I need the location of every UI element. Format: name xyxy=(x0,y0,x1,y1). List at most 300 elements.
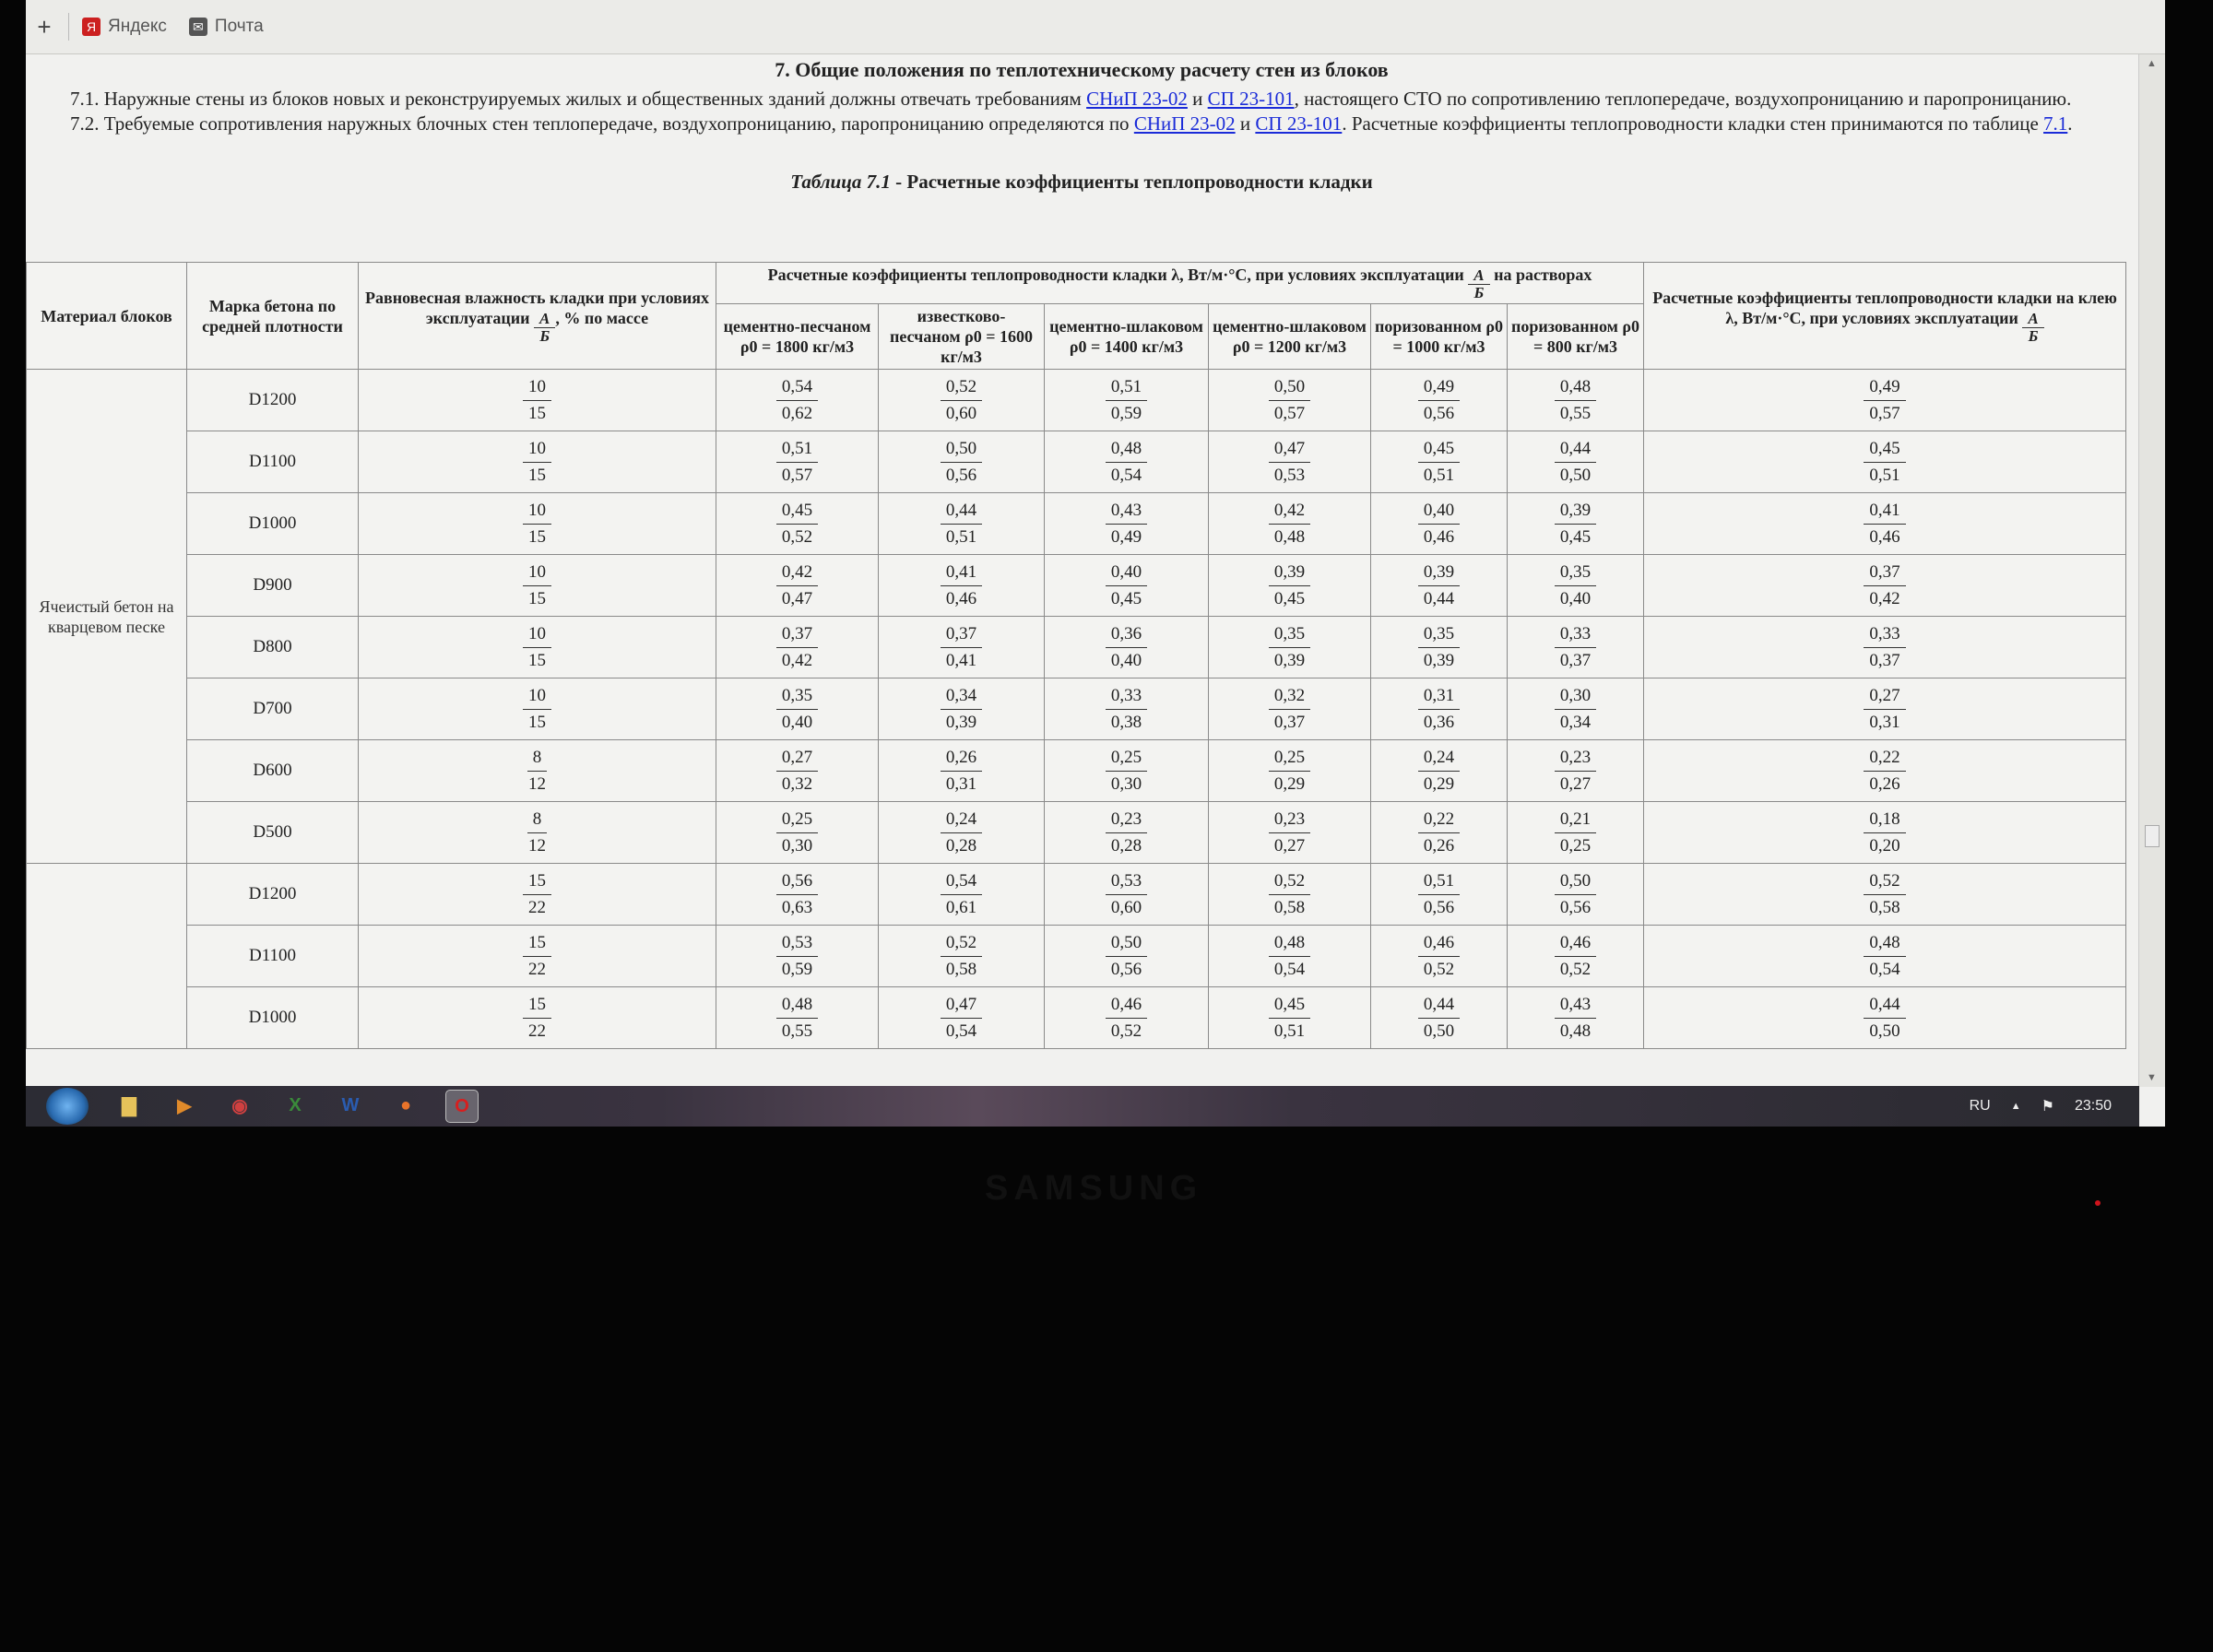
value-a: 0,49 xyxy=(1864,374,1905,401)
value-b: 0,50 xyxy=(1559,465,1592,485)
value-b: 0,32 xyxy=(781,773,813,794)
value-fraction xyxy=(776,807,818,859)
table-row xyxy=(27,740,2126,802)
value-a: 0,49 xyxy=(1418,374,1460,401)
conductivity-cell xyxy=(879,802,1045,864)
header-col-cement-sand-1800: цементно-песчаном ρ0 = 1800 кг/м3 xyxy=(716,304,879,370)
value-fraction xyxy=(941,498,982,550)
value-fraction xyxy=(1418,621,1460,674)
conductivity-cell xyxy=(1209,740,1371,802)
conductivity-cell xyxy=(1045,370,1209,431)
value-b: 0,40 xyxy=(1559,588,1592,608)
value-b: 0,42 xyxy=(781,650,813,670)
value-a: 0,50 xyxy=(941,436,982,463)
value-fraction xyxy=(1269,807,1310,859)
text: . xyxy=(2067,112,2073,135)
conductivity-cell xyxy=(1644,740,2126,802)
value-fraction xyxy=(1106,992,1147,1044)
value-b: 22 xyxy=(528,897,546,917)
word-icon[interactable]: W xyxy=(341,1094,360,1115)
value-a: 0,47 xyxy=(1269,436,1310,463)
conductivity-cell xyxy=(1644,678,2126,740)
frac-bottom: Б xyxy=(2028,326,2039,345)
header-moisture xyxy=(359,263,716,370)
value-b: 0,28 xyxy=(945,835,977,856)
bookmark-yandex[interactable] xyxy=(82,17,167,37)
header-text: Расчетные коэффициенты теплопроводности кладки на клею λ, Вт/м·°С, при условиях эксплуатации xyxy=(1652,288,2117,327)
value-fraction xyxy=(941,560,982,612)
system-tray xyxy=(1970,1097,2112,1115)
value-a: 0,24 xyxy=(941,807,982,833)
value-a: 0,45 xyxy=(776,498,818,525)
conductivity-cell xyxy=(879,555,1045,617)
value-b: 0,40 xyxy=(1110,650,1142,670)
value-a: 0,50 xyxy=(1555,868,1596,895)
value-b: 0,28 xyxy=(1110,835,1142,856)
value-fraction xyxy=(1106,807,1147,859)
value-b: 0,61 xyxy=(945,897,977,917)
value-fraction xyxy=(523,683,551,736)
value-a: 0,44 xyxy=(1864,992,1905,1019)
value-a: 0,25 xyxy=(1106,745,1147,772)
value-b: 0,54 xyxy=(945,1021,977,1041)
value-b: 0,54 xyxy=(1869,959,1900,979)
value-b: 0,60 xyxy=(945,403,977,423)
value-fraction xyxy=(1864,745,1905,797)
value-a: 0,44 xyxy=(1418,992,1460,1019)
value-a: 0,37 xyxy=(941,621,982,648)
value-b: 0,56 xyxy=(1423,897,1455,917)
link-snip-23-02[interactable]: СНиП 23-02 xyxy=(1133,112,1236,135)
value-b: 0,56 xyxy=(945,465,977,485)
conductivity-cell xyxy=(879,987,1045,1049)
value-fraction xyxy=(1864,807,1905,859)
value-a: 0,52 xyxy=(941,930,982,957)
conductivity-cell xyxy=(1644,555,2126,617)
value-b: 0,57 xyxy=(1273,403,1306,423)
action-center-flag-icon[interactable]: ⚑ xyxy=(2041,1099,2054,1115)
value-fraction xyxy=(1269,498,1310,550)
conductivity-cell xyxy=(1371,555,1508,617)
conductivity-cell xyxy=(879,370,1045,431)
value-fraction xyxy=(1864,868,1905,921)
value-fraction xyxy=(523,436,551,489)
material-cell: Ячеистый бетон на кварцевом песке xyxy=(27,370,187,864)
header-text: Расчетные коэффициенты теплопроводности кладки λ, Вт/м·°С, при условиях эксплуатации xyxy=(767,266,1464,284)
conductivity-cell xyxy=(1371,864,1508,926)
conductivity-cell xyxy=(879,678,1045,740)
value-b: 0,37 xyxy=(1869,650,1900,670)
value-b: 0,48 xyxy=(1273,526,1306,547)
link-table-7-1[interactable]: 7.1 xyxy=(2043,112,2068,135)
value-fraction xyxy=(523,992,551,1044)
grade-cell: D700 xyxy=(187,678,359,740)
moisture-cell xyxy=(359,864,716,926)
value-b: 12 xyxy=(528,835,546,856)
conductivity-cell xyxy=(1371,926,1508,987)
value-b: 12 xyxy=(528,773,546,794)
table-row xyxy=(27,926,2126,987)
header-text: Равновесная влажность кладки при условиях эксплуатации xyxy=(364,288,709,327)
value-a: 10 xyxy=(523,621,551,648)
value-fraction xyxy=(776,745,818,797)
value-fraction xyxy=(776,868,818,921)
grade-cell: D900 xyxy=(187,555,359,617)
firefox-icon[interactable]: ● xyxy=(399,1094,412,1115)
link-snip-23-02[interactable]: СНиП 23-02 xyxy=(1086,88,1188,110)
vertical-scrollbar[interactable] xyxy=(2138,54,2165,1087)
value-b: 15 xyxy=(528,712,546,732)
link-sp-23-101[interactable]: СП 23-101 xyxy=(1255,112,1343,135)
value-b: 0,27 xyxy=(1559,773,1592,794)
value-fraction xyxy=(1555,868,1596,921)
moisture-cell xyxy=(359,431,716,493)
value-a: 0,47 xyxy=(941,992,982,1019)
conductivity-cell xyxy=(1644,864,2126,926)
conductivity-cell xyxy=(1644,431,2126,493)
conductivity-cell xyxy=(1508,555,1644,617)
value-b: 0,60 xyxy=(1110,897,1142,917)
value-fraction xyxy=(1555,992,1596,1044)
caption-number: Таблица 7.1 xyxy=(790,171,891,193)
value-fraction xyxy=(523,621,551,674)
mail-icon: ✉ xyxy=(189,18,207,36)
value-fraction xyxy=(776,374,818,427)
value-fraction xyxy=(1555,436,1596,489)
value-b: 0,44 xyxy=(1423,588,1455,608)
value-a: 0,44 xyxy=(1555,436,1596,463)
frac-top: А xyxy=(2022,311,2043,328)
value-fraction xyxy=(523,560,551,612)
conductivity-cell xyxy=(1508,802,1644,864)
value-a: 15 xyxy=(523,992,551,1019)
scroll-down-arrow-icon[interactable]: ▼ xyxy=(2147,1072,2157,1083)
material-cell xyxy=(27,864,187,1049)
value-fraction xyxy=(941,807,982,859)
conductivity-cell xyxy=(1209,802,1371,864)
conductivity-cell xyxy=(1371,678,1508,740)
value-fraction xyxy=(1269,930,1310,983)
value-a: 0,21 xyxy=(1555,807,1596,833)
value-fraction xyxy=(776,992,818,1044)
value-b: 0,45 xyxy=(1110,588,1142,608)
value-a: 0,33 xyxy=(1106,683,1147,710)
header-grade: Марка бетона по средней плотности xyxy=(187,263,359,370)
value-a: 0,40 xyxy=(1106,560,1147,586)
conductivity-cell xyxy=(1371,617,1508,678)
opera-icon[interactable]: O xyxy=(445,1090,479,1123)
conductivity-cell xyxy=(1045,987,1209,1049)
moisture-cell xyxy=(359,493,716,555)
value-a: 0,50 xyxy=(1269,374,1310,401)
value-a: 0,27 xyxy=(1864,683,1905,710)
conductivity-cell xyxy=(716,617,879,678)
text: 7.2. Требуемые сопротивления наружных блочных стен теплопередаче, воздухопроницанию, паропроницанию определяются по xyxy=(70,112,1134,135)
app-red-icon[interactable]: ◉ xyxy=(231,1095,248,1116)
moisture-cell xyxy=(359,555,716,617)
conductivity-cell xyxy=(1045,802,1209,864)
value-fraction xyxy=(523,868,551,921)
scroll-up-arrow-icon[interactable]: ▲ xyxy=(2147,58,2157,69)
conductivity-cell xyxy=(1508,493,1644,555)
value-a: 0,23 xyxy=(1555,745,1596,772)
value-a: 0,46 xyxy=(1555,930,1596,957)
language-indicator[interactable]: RU xyxy=(1969,1098,1991,1114)
conductivity-cell xyxy=(1371,493,1508,555)
value-a: 0,54 xyxy=(776,374,818,401)
value-a: 0,31 xyxy=(1418,683,1460,710)
conductivity-cell xyxy=(1644,987,2126,1049)
conductivity-cell xyxy=(1371,370,1508,431)
value-fraction xyxy=(1418,436,1460,489)
value-b: 0,57 xyxy=(1869,403,1900,423)
link-sp-23-101[interactable]: СП 23-101 xyxy=(1207,88,1295,110)
value-fraction xyxy=(1269,436,1310,489)
conductivity-cell xyxy=(716,555,879,617)
value-b: 0,54 xyxy=(1273,959,1306,979)
header-text: , % по массе xyxy=(555,308,649,327)
value-a: 0,51 xyxy=(1106,374,1147,401)
value-b: 0,62 xyxy=(781,403,813,423)
folder-icon[interactable]: ▇ xyxy=(122,1095,136,1116)
value-b: 0,51 xyxy=(945,526,977,547)
value-fraction xyxy=(1418,683,1460,736)
value-a: 0,23 xyxy=(1269,807,1310,833)
grade-cell: D1000 xyxy=(187,987,359,1049)
paragraph-7-1 xyxy=(44,88,2123,111)
conductivity-cell xyxy=(1371,802,1508,864)
value-a: 8 xyxy=(527,745,548,772)
a-b-fraction xyxy=(1468,267,1489,301)
table-row xyxy=(27,493,2126,555)
value-b: 15 xyxy=(528,650,546,670)
value-b: 0,39 xyxy=(1423,650,1455,670)
value-b: 0,48 xyxy=(1559,1021,1592,1041)
value-fraction xyxy=(527,745,548,797)
value-a: 0,35 xyxy=(1269,621,1310,648)
text: и xyxy=(1187,88,1208,110)
table-row xyxy=(27,555,2126,617)
value-fraction xyxy=(1269,992,1310,1044)
value-a: 0,45 xyxy=(1418,436,1460,463)
conductivity-cell xyxy=(879,864,1045,926)
value-b: 0,52 xyxy=(1423,959,1455,979)
conductivity-cell xyxy=(716,431,879,493)
value-a: 0,33 xyxy=(1864,621,1905,648)
value-b: 0,46 xyxy=(945,588,977,608)
table-row xyxy=(27,678,2126,740)
conductivity-cell xyxy=(716,926,879,987)
value-b: 0,63 xyxy=(781,897,813,917)
value-fraction xyxy=(1418,807,1460,859)
value-fraction xyxy=(1418,498,1460,550)
moisture-cell xyxy=(359,370,716,431)
value-fraction xyxy=(1106,498,1147,550)
power-led xyxy=(2095,1200,2101,1206)
conductivity-cell xyxy=(716,493,879,555)
table-body xyxy=(27,370,2126,1049)
value-fraction xyxy=(523,498,551,550)
value-fraction xyxy=(1864,683,1905,736)
taskbar-apps xyxy=(101,1090,491,1123)
value-a: 0,46 xyxy=(1106,992,1147,1019)
new-tab-button[interactable]: + xyxy=(37,12,52,41)
value-fraction xyxy=(776,560,818,612)
value-a: 10 xyxy=(523,498,551,525)
conductivity-cell xyxy=(1045,678,1209,740)
bookmark-label: Яндекс xyxy=(108,17,167,36)
value-b: 0,45 xyxy=(1559,526,1592,547)
frac-top: А xyxy=(1468,267,1489,285)
value-fraction xyxy=(776,930,818,983)
taskbar xyxy=(26,1086,2139,1127)
text: , настоящего СТО по сопротивлению теплопередаче, воздухопроницанию и паропроницанию. xyxy=(1294,88,2072,110)
value-a: 0,52 xyxy=(1864,868,1905,895)
conductivity-cell xyxy=(716,987,879,1049)
value-a: 0,48 xyxy=(1555,374,1596,401)
bookmarks-bar xyxy=(26,0,2165,54)
value-b: 0,37 xyxy=(1559,650,1592,670)
caption-title: - Расчетные коэффициенты теплопроводности кладки xyxy=(890,171,1373,193)
value-a: 0,45 xyxy=(1864,436,1905,463)
value-b: 0,30 xyxy=(1110,773,1142,794)
conductivity-cell xyxy=(1508,864,1644,926)
document-page xyxy=(26,54,2137,1087)
value-b: 0,52 xyxy=(781,526,813,547)
value-fraction xyxy=(1269,374,1310,427)
bookmark-divider xyxy=(68,13,69,41)
value-b: 15 xyxy=(528,526,546,547)
conductivity-cell xyxy=(1644,370,2126,431)
value-a: 0,39 xyxy=(1555,498,1596,525)
value-b: 0,46 xyxy=(1869,526,1900,547)
bookmark-mail[interactable] xyxy=(189,17,264,37)
value-a: 0,48 xyxy=(1106,436,1147,463)
value-fraction xyxy=(941,930,982,983)
value-b: 0,46 xyxy=(1423,526,1455,547)
value-fraction xyxy=(1418,930,1460,983)
conductivity-cell xyxy=(1209,678,1371,740)
value-a: 0,42 xyxy=(1269,498,1310,525)
moisture-cell xyxy=(359,678,716,740)
value-a: 0,51 xyxy=(1418,868,1460,895)
value-a: 15 xyxy=(523,930,551,957)
conductivity-cell xyxy=(1371,431,1508,493)
value-a: 0,41 xyxy=(1864,498,1905,525)
value-b: 0,52 xyxy=(1110,1021,1142,1041)
value-fraction xyxy=(1864,992,1905,1044)
conductivity-cell xyxy=(879,926,1045,987)
value-b: 15 xyxy=(528,403,546,423)
value-b: 0,37 xyxy=(1273,712,1306,732)
value-fraction xyxy=(776,621,818,674)
value-b: 0,57 xyxy=(781,465,813,485)
value-b: 0,55 xyxy=(1559,403,1592,423)
conductivity-cell xyxy=(1508,431,1644,493)
conductivity-cell xyxy=(1045,493,1209,555)
value-a: 0,52 xyxy=(941,374,982,401)
value-fraction xyxy=(776,498,818,550)
conductivity-cell xyxy=(1045,431,1209,493)
grade-cell: D1200 xyxy=(187,370,359,431)
value-a: 0,34 xyxy=(941,683,982,710)
conductivity-cell xyxy=(1209,926,1371,987)
value-fraction xyxy=(1864,560,1905,612)
a-b-fraction xyxy=(2022,311,2043,345)
bookmark-label: Почта xyxy=(214,17,264,36)
value-b: 0,42 xyxy=(1869,588,1900,608)
value-b: 15 xyxy=(528,588,546,608)
grade-cell: D1000 xyxy=(187,493,359,555)
header-col-lime-sand-1600: известково-песчаном ρ0 = 1600 кг/м3 xyxy=(879,304,1045,370)
value-fraction xyxy=(941,745,982,797)
grade-cell: D800 xyxy=(187,617,359,678)
value-b: 0,50 xyxy=(1423,1021,1455,1041)
value-b: 0,52 xyxy=(1559,959,1592,979)
value-fraction xyxy=(941,621,982,674)
value-fraction xyxy=(1269,621,1310,674)
value-fraction xyxy=(1555,807,1596,859)
clock[interactable]: 23:50 xyxy=(2074,1098,2112,1114)
value-a: 15 xyxy=(523,868,551,895)
value-a: 0,48 xyxy=(1864,930,1905,957)
media-player-icon[interactable]: ▶ xyxy=(177,1095,192,1116)
section-title: 7. Общие положения по теплотехническому расчету стен из блоков xyxy=(775,58,1389,81)
yandex-icon: Я xyxy=(82,18,101,36)
value-a: 0,53 xyxy=(1106,868,1147,895)
value-a: 0,43 xyxy=(1555,992,1596,1019)
conductivity-cell xyxy=(1644,617,2126,678)
moisture-cell xyxy=(359,617,716,678)
value-b: 15 xyxy=(528,465,546,485)
header-col-cement-slag-1400: цементно-шлаковом ρ0 = 1400 кг/м3 xyxy=(1045,304,1209,370)
conductivity-cell xyxy=(1371,740,1508,802)
value-b: 0,29 xyxy=(1273,773,1306,794)
value-a: 0,26 xyxy=(941,745,982,772)
value-fraction xyxy=(1106,930,1147,983)
value-a: 0,18 xyxy=(1864,807,1905,833)
value-b: 0,51 xyxy=(1423,465,1455,485)
excel-icon[interactable]: X xyxy=(289,1094,302,1115)
moisture-cell xyxy=(359,802,716,864)
start-button[interactable] xyxy=(46,1088,89,1125)
value-fraction xyxy=(1555,621,1596,674)
value-a: 10 xyxy=(523,560,551,586)
value-b: 0,41 xyxy=(945,650,977,670)
value-fraction xyxy=(1418,560,1460,612)
conductivity-cell xyxy=(716,864,879,926)
value-fraction xyxy=(1418,745,1460,797)
text: . Расчетные коэффициенты теплопроводности кладки стен принимаются по таблице xyxy=(1342,112,2044,135)
value-b: 0,58 xyxy=(1869,897,1900,917)
value-b: 0,59 xyxy=(781,959,813,979)
value-a: 0,35 xyxy=(1555,560,1596,586)
value-a: 0,45 xyxy=(1269,992,1310,1019)
value-fraction xyxy=(1555,560,1596,612)
value-a: 0,32 xyxy=(1269,683,1310,710)
value-b: 0,36 xyxy=(1423,712,1455,732)
value-a: 10 xyxy=(523,374,551,401)
value-fraction xyxy=(1864,930,1905,983)
value-a: 0,48 xyxy=(776,992,818,1019)
value-b: 0,58 xyxy=(1273,897,1306,917)
conductivity-cell xyxy=(1508,678,1644,740)
value-b: 0,54 xyxy=(1110,465,1142,485)
tray-expand-icon[interactable]: ▲ xyxy=(2010,1101,2021,1112)
scrollbar-thumb[interactable] xyxy=(2145,825,2160,847)
conductivity-cell xyxy=(1209,987,1371,1049)
value-a: 0,51 xyxy=(776,436,818,463)
